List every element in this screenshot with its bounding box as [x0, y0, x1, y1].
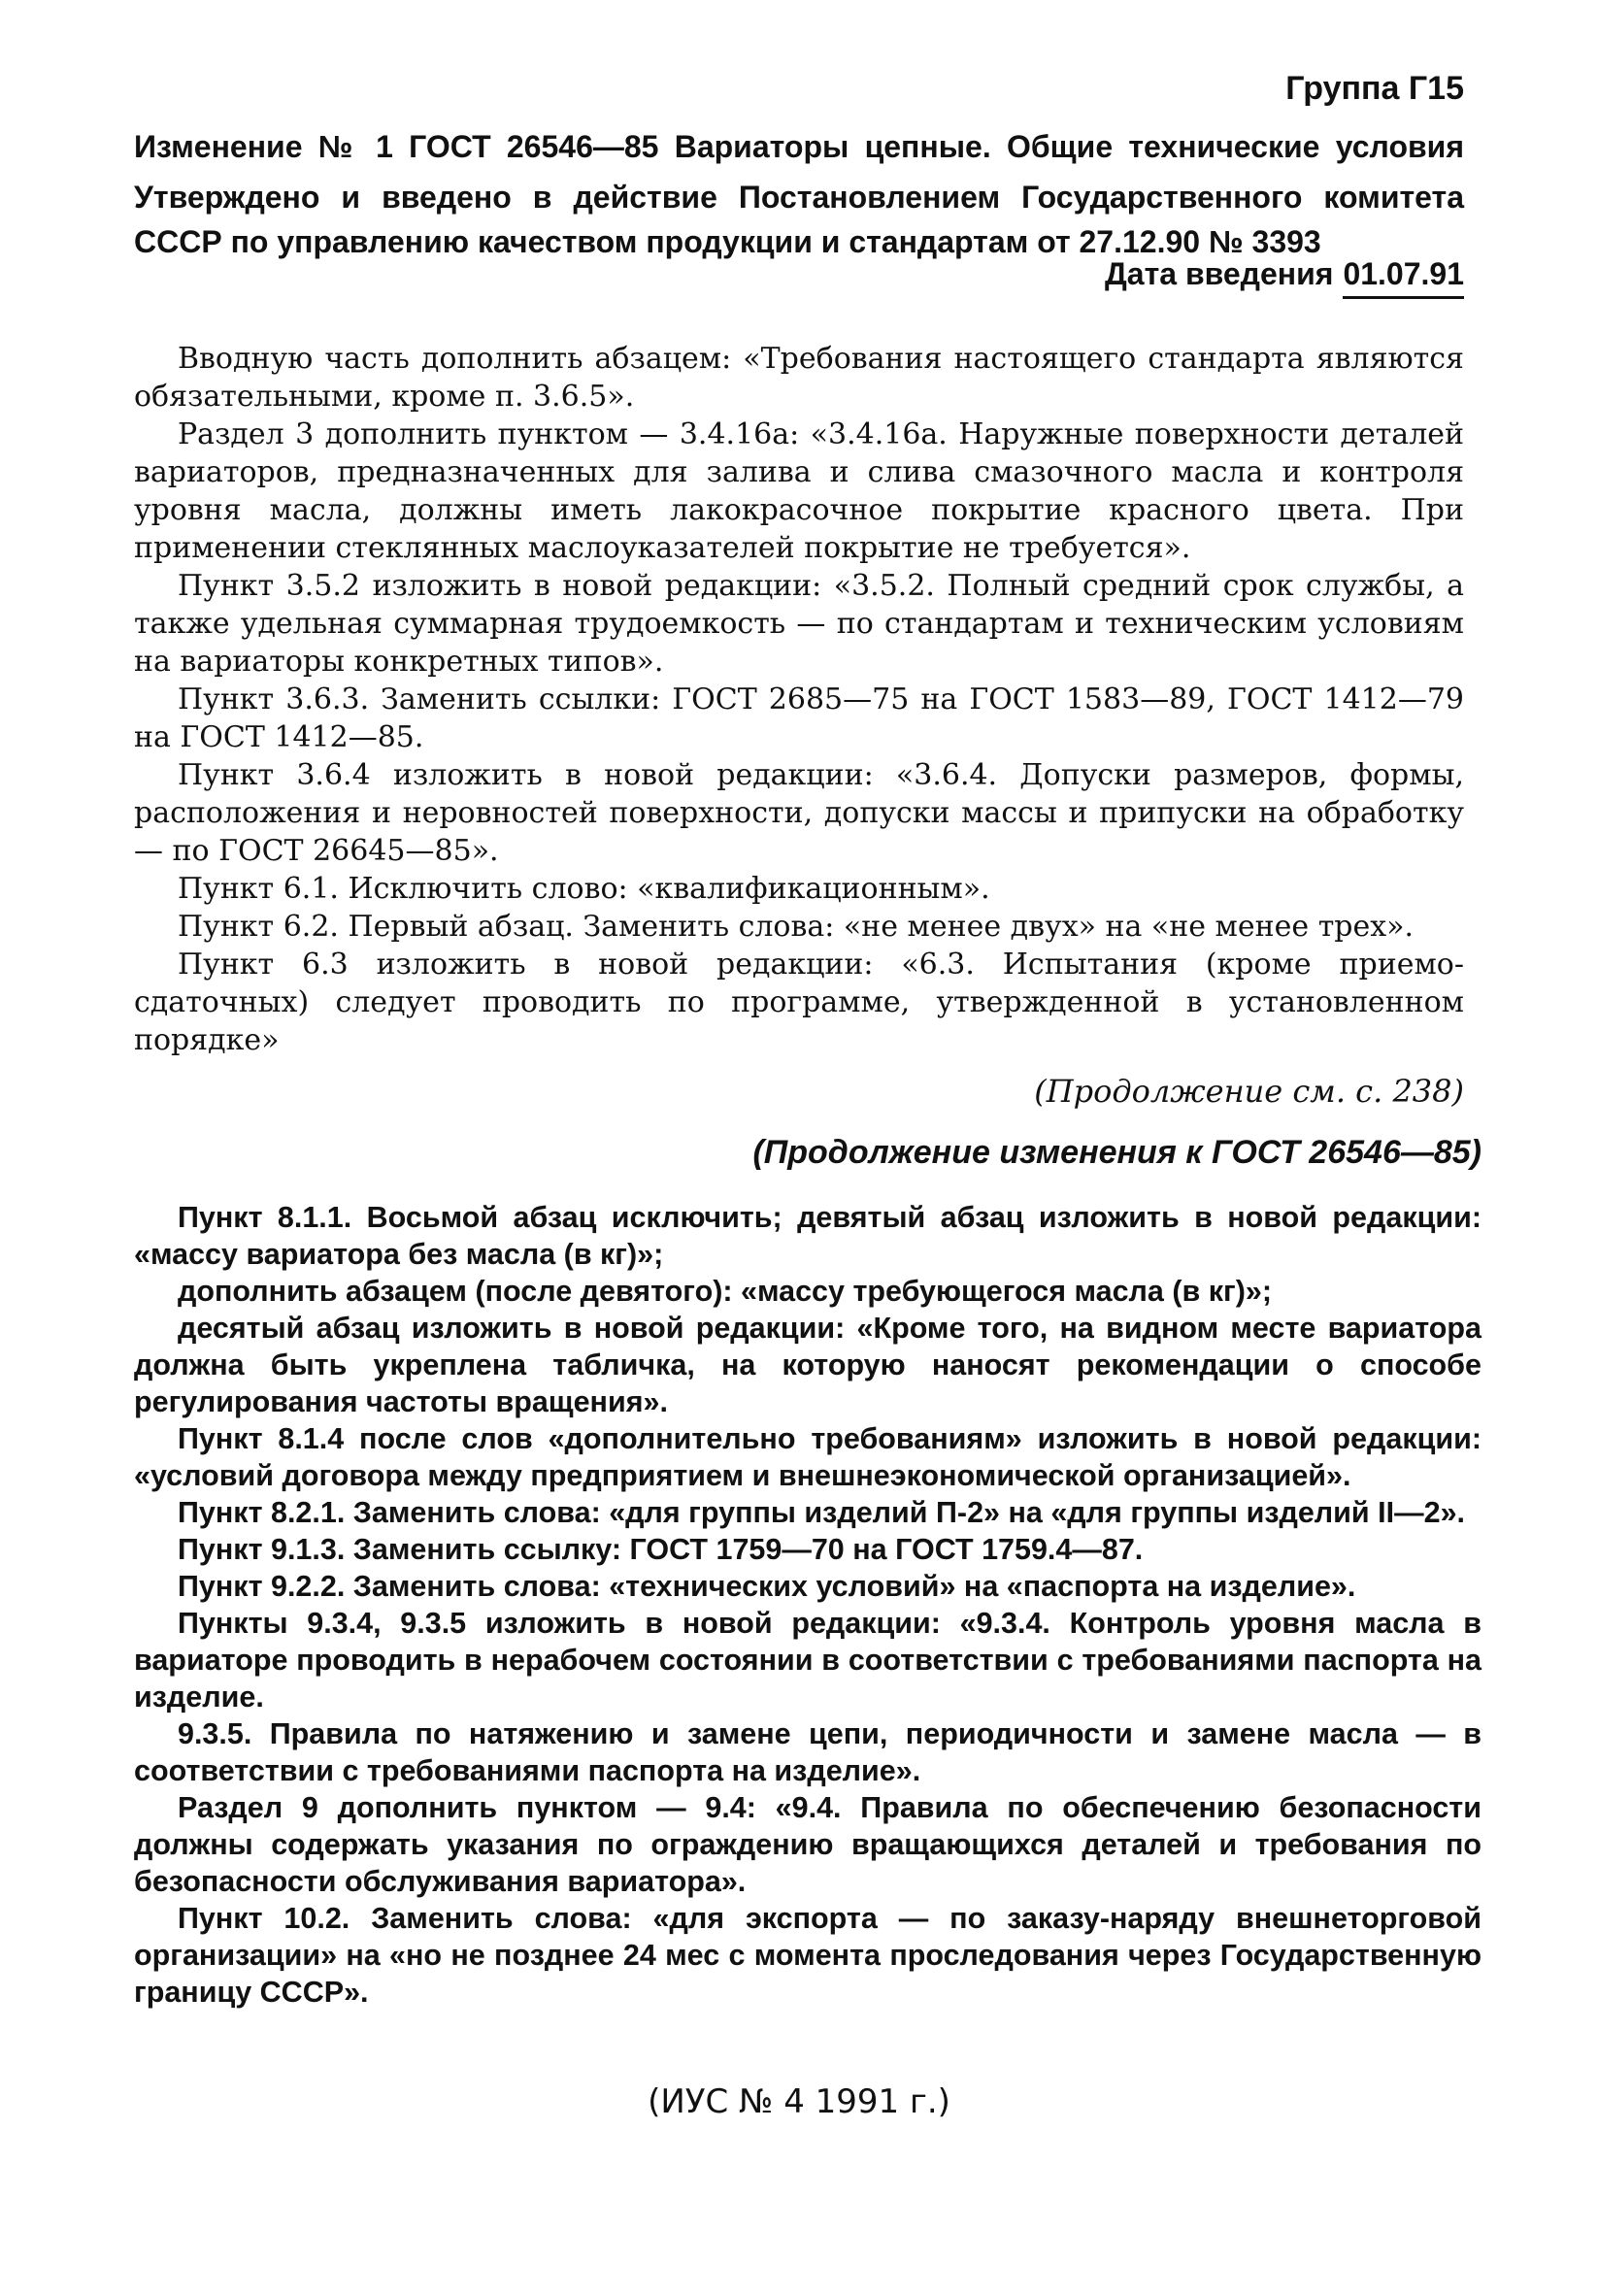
source-reference: (ИУС № 4 1991 г.) [648, 2082, 950, 2121]
paragraph: Пункт 6.2. Первый абзац. Заменить слова: «не менее двух» на «не менее трех». [178, 910, 1415, 944]
amendment-text-part2 [134, 1199, 1481, 2011]
paragraph: Пункт 6.3 изложить в новой редакции: «6.3. Испытания (кроме приемо-сдаточных) следует проводить по программе, утвержденной в установленном порядке» [134, 948, 1464, 1057]
paragraph: Раздел 9 дополнить пунктом — 9.4: «9.4. Правила по обеспечению безопасности должны содержать указания по ограждению вращающихся деталей и требования по безопасности обслуживания вариатора». [134, 1791, 1481, 1898]
paragraph: Раздел 3 дополнить пунктом — 3.4.16а: «3.4.16а. Наружные поверхности деталей вариаторов, предназначенных для залива и слива смазочного масла и контроля уровня масла, должны иметь лакокрасочное покрытие красного цвета. При применении стеклянных маслоуказателей покрытие не требуется». [134, 417, 1464, 565]
paragraph: Пункт 9.1.3. Заменить ссылку: ГОСТ 1759—70 на ГОСТ 1759.4—87. [178, 1533, 1144, 1566]
paragraph: Пункт 3.6.3. Заменить ссылки: ГОСТ 2685—75 на ГОСТ 1583—89, ГОСТ 1412—79 на ГОСТ 1412—85. [134, 682, 1464, 754]
paragraph: Пункт 8.1.1. Восьмой абзац исключить; девятый абзац изложить в новой редакции: «массу вариатора без масла (в кг)»; [134, 1201, 1481, 1271]
paragraph: Пункт 10.2. Заменить слова: «для экспорта — по заказу-наряду внешнеторговой организации» на «но не позднее 24 мес с момента проследования через Государственную границу СССР». [134, 1902, 1481, 2009]
group-code: Группа Г15 [1285, 70, 1464, 107]
paragraph: Вводную часть дополнить абзацем: «Требования настоящего стандарта являются обязательными, кроме п. 3.6.5». [134, 342, 1464, 414]
approval-statement: Утверждено и введено в действие Постановлением Государственного комитета СССР по управлению качеством продукции и стандартам от 27.12.90 № 3393 [134, 180, 1464, 259]
paragraph: Пункты 9.3.4, 9.3.5 изложить в новой редакции: «9.3.4. Контроль уровня масла в вариаторе проводить в нерабочем состоянии в соответствии с требованиями паспорта на изделие. [134, 1607, 1481, 1714]
effective-date [1105, 256, 1464, 299]
continuation-heading: (Продолжение изменения к ГОСТ 26546—85) [752, 1134, 1481, 1171]
paragraph: Пункт 9.2.2. Заменить слова: «технических условий» на «паспорта на изделие». [178, 1570, 1356, 1603]
paragraph: 9.3.5. Правила по натяжению и замене цепи, периодичности и замене масла — в соответствии с требованиями паспорта на изделие». [134, 1717, 1481, 1787]
effective-date-value: 01.07.91 [1343, 256, 1464, 299]
amendment-text-part1 [134, 340, 1464, 1110]
paragraph: Пункт 6.1. Исключить слово: «квалификационным». [178, 872, 990, 906]
paragraph: дополнить абзацем (после девятого): «массу требующегося масла (в кг)»; [178, 1275, 1272, 1308]
paragraph: десятый абзац изложить в новой редакции: «Кроме того, на видном месте вариатора должна быть укреплена табличка, на которую наносят рекомендации о способе регулирования частоты вращения». [134, 1312, 1481, 1418]
continuation-note: (Продолжение см. с. 238) [1034, 1073, 1464, 1110]
effective-date-label: Дата введения [1104, 256, 1334, 291]
paragraph: Пункт 3.6.4 изложить в новой редакции: «3.6.4. Допуски размеров, формы, расположения и неровностей поверхности, допуски массы и припуски на обработку — по ГОСТ 26645—85». [134, 758, 1464, 868]
paragraph: Пункт 3.5.2 изложить в новой редакции: «3.5.2. Полный средний срок службы, а также удельная суммарная трудоемкость — по стандартам и техническим условиям на вариаторы конкретных типов». [134, 569, 1464, 679]
paragraph: Пункт 8.1.4 после слов «дополнительно требованиям» изложить в новой редакции: «условий договора между предприятием и внешнеэкономической организацией». [134, 1422, 1481, 1492]
amendment-title: Изменение № 1 ГОСТ 26546—85 Вариаторы цепные. Общие технические условия [134, 129, 1464, 164]
paragraph: Пункт 8.2.1. Заменить слова: «для группы изделий П-2» на «для группы изделий II—2». [178, 1496, 1466, 1529]
